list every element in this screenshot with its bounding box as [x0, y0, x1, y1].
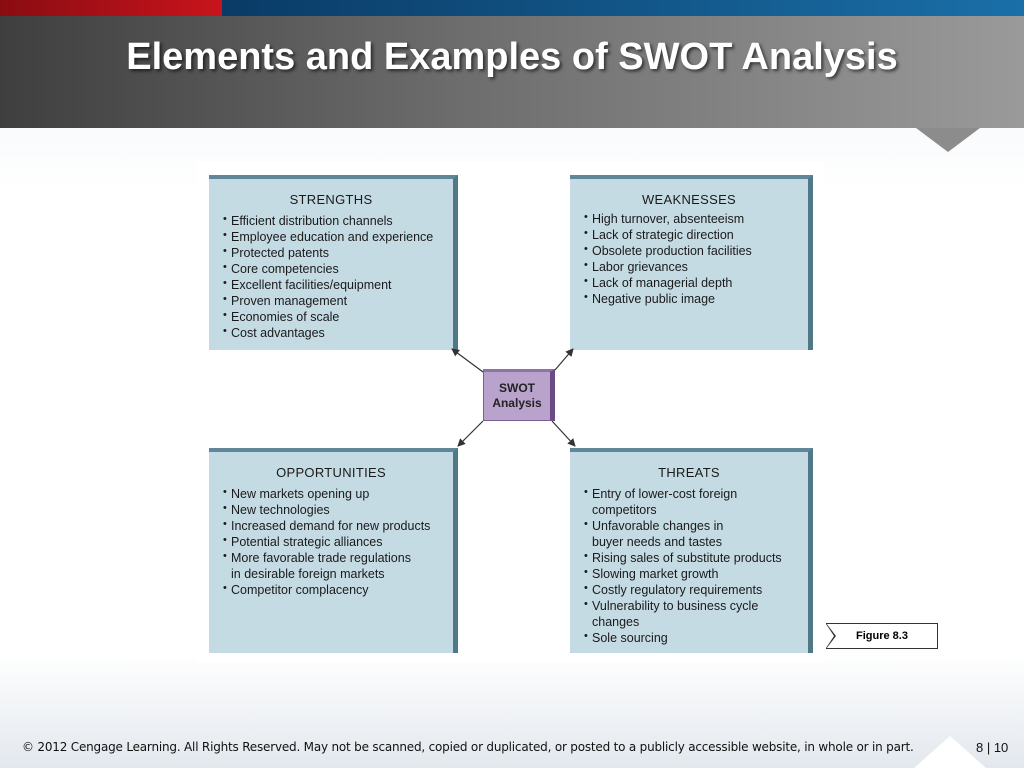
- list-item-text: High turnover, absenteeism: [592, 212, 745, 226]
- swot-center-line1: SWOT: [499, 381, 535, 395]
- list-item: [223, 277, 453, 293]
- bullet-icon: •: [223, 502, 227, 514]
- weaknesses-list: [570, 211, 808, 307]
- bullet-icon: •: [584, 582, 588, 594]
- list-item: [223, 325, 453, 341]
- list-item-continuation: in desirable foreign markets: [231, 567, 385, 581]
- list-item-text: Rising sales of substitute products: [592, 551, 782, 565]
- list-item: [584, 275, 808, 291]
- opportunities-list: [209, 486, 453, 598]
- top-accent-red: [0, 0, 222, 16]
- weaknesses-box: [570, 175, 813, 350]
- list-item-text: Lack of managerial depth: [592, 276, 733, 290]
- opportunities-box: [209, 448, 458, 653]
- list-item-text: Protected patents: [231, 246, 329, 260]
- list-item-text: New technologies: [231, 503, 330, 517]
- bullet-icon: •: [584, 518, 588, 530]
- list-item-text: Proven management: [231, 294, 348, 308]
- list-item-text: Vulnerability to business cycle: [592, 599, 759, 613]
- list-item-continuation: changes: [592, 615, 640, 629]
- list-item-text: Lack of strategic direction: [592, 228, 734, 242]
- list-item: [584, 486, 808, 518]
- bullet-icon: •: [223, 534, 227, 546]
- bullet-icon: •: [223, 518, 227, 530]
- figure-label-chevron-inner: [826, 624, 834, 648]
- list-item: [584, 227, 808, 243]
- title-banner-notch: [916, 128, 980, 152]
- bullet-icon: •: [584, 275, 588, 287]
- list-item: [584, 291, 808, 307]
- list-item-text: Sole sourcing: [592, 631, 668, 645]
- figure-label-text: Figure 8.3: [856, 630, 908, 642]
- list-item-text: Cost advantages: [231, 326, 325, 340]
- list-item-continuation: buyer needs and tastes: [592, 535, 722, 549]
- list-item: [223, 245, 453, 261]
- list-item-text: Negative public image: [592, 292, 715, 306]
- bullet-icon: •: [584, 227, 588, 239]
- list-item-text: Obsolete production facilities: [592, 244, 752, 258]
- bullet-icon: •: [584, 630, 588, 642]
- list-item-text: Competitor complacency: [231, 583, 369, 597]
- list-item: [584, 598, 808, 630]
- bullet-icon: •: [223, 261, 227, 273]
- list-item-text: Costly regulatory requirements: [592, 583, 763, 597]
- page-number: 8 | 10: [976, 740, 1009, 755]
- bullet-icon: •: [584, 259, 588, 271]
- list-item-text: Employee education and experience: [231, 230, 434, 244]
- list-item-text: Economies of scale: [231, 310, 340, 324]
- list-item: [584, 243, 808, 259]
- bullet-icon: •: [584, 486, 588, 498]
- weaknesses-header: WEAKNESSES: [641, 192, 737, 207]
- bullet-icon: •: [223, 245, 227, 257]
- strengths-list: [209, 213, 453, 341]
- bullet-icon: •: [223, 277, 227, 289]
- bullet-icon: •: [223, 486, 227, 498]
- swot-center-box: [483, 369, 555, 421]
- bullet-icon: •: [584, 550, 588, 562]
- list-item-text: Core competencies: [231, 262, 339, 276]
- list-item: [223, 534, 453, 550]
- list-item-text: Slowing market growth: [592, 567, 719, 581]
- opportunities-header: OPPORTUNITIES: [276, 465, 386, 480]
- copyright-footer: © 2012 Cengage Learning. All Rights Reserved. May not be scanned, copied or duplicated, or posted to a publicly accessible website, in whole or in part.: [22, 740, 914, 754]
- bullet-icon: •: [223, 309, 227, 321]
- list-item: [223, 309, 453, 325]
- bullet-icon: •: [223, 550, 227, 562]
- list-item: [223, 261, 453, 277]
- threats-list: [570, 486, 808, 646]
- list-item-text: Efficient distribution channels: [231, 214, 393, 228]
- list-item: [584, 630, 808, 646]
- list-item-text: New markets opening up: [231, 487, 370, 501]
- list-item-text: Increased demand for new products: [231, 519, 431, 533]
- bullet-icon: •: [223, 582, 227, 594]
- list-item: [223, 486, 453, 502]
- list-item: [223, 518, 453, 534]
- strengths-box: [209, 175, 458, 350]
- threats-box: [570, 448, 813, 653]
- list-item-text: Entry of lower-cost foreign: [592, 487, 738, 501]
- list-item-text: Potential strategic alliances: [231, 535, 383, 549]
- bullet-icon: •: [584, 243, 588, 255]
- list-item: [223, 502, 453, 518]
- bullet-icon: •: [584, 566, 588, 578]
- threats-header: THREATS: [658, 465, 720, 480]
- list-item: [584, 518, 808, 550]
- slide-title: Elements and Examples of SWOT Analysis: [126, 36, 898, 78]
- top-accent-blue: [222, 0, 1024, 16]
- list-item-text: Excellent facilities/equipment: [231, 278, 392, 292]
- list-item-text: Labor grievances: [592, 260, 688, 274]
- list-item-text: More favorable trade regulations: [231, 551, 411, 565]
- list-item: [584, 582, 808, 598]
- bullet-icon: •: [223, 213, 227, 225]
- list-item: [223, 582, 453, 598]
- list-item-continuation: competitors: [592, 503, 657, 517]
- list-item: [223, 550, 453, 582]
- bullet-icon: •: [223, 229, 227, 241]
- bullet-icon: •: [223, 293, 227, 305]
- bullet-icon: •: [584, 598, 588, 610]
- list-item-text: Unfavorable changes in: [592, 519, 724, 533]
- figure-label: [826, 623, 938, 649]
- list-item: [584, 566, 808, 582]
- bullet-icon: •: [584, 291, 588, 303]
- list-item: [584, 211, 808, 227]
- bullet-icon: •: [223, 325, 227, 337]
- list-item: [223, 293, 453, 309]
- list-item: [223, 229, 453, 245]
- list-item: [584, 550, 808, 566]
- list-item: [223, 213, 453, 229]
- strengths-header: STRENGTHS: [289, 192, 373, 207]
- bullet-icon: •: [584, 211, 588, 223]
- list-item: [584, 259, 808, 275]
- top-accent-bar: [0, 0, 1024, 16]
- swot-center-line2: Analysis: [492, 396, 542, 410]
